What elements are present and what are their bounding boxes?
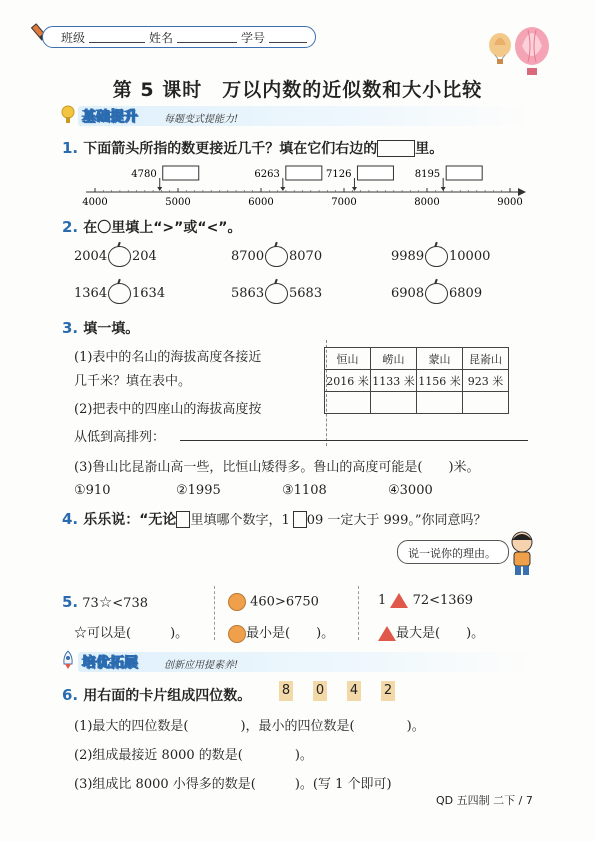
digit-card: 8 <box>279 681 293 701</box>
apple-answer-circle[interactable] <box>265 246 288 267</box>
arrow-head <box>280 187 285 191</box>
star-answer: ☆可以是( )。 <box>74 626 189 641</box>
boy-icon <box>506 530 538 580</box>
class-label: 班级 <box>61 31 86 45</box>
answer-box[interactable] <box>357 166 393 180</box>
question-text: 乐乐说：“无论 <box>83 512 177 528</box>
tick-label: 4000 <box>82 197 108 208</box>
triangle-answer-row <box>378 622 484 641</box>
page-number: QD 五四制 二下 / 7 <box>436 794 533 807</box>
digit-box[interactable] <box>293 511 307 528</box>
divider <box>358 586 360 640</box>
arrow-head <box>352 187 357 191</box>
speech-bubble <box>397 540 509 564</box>
student-info-bar <box>42 26 316 48</box>
circle-answer-row <box>228 622 334 643</box>
number-line <box>78 160 528 210</box>
arrow-head <box>441 187 446 191</box>
question-6 <box>62 685 251 705</box>
apple-answer-circle[interactable] <box>425 246 448 267</box>
question-5b <box>228 593 319 611</box>
section-subtitle: 创新应用提素养! <box>164 660 239 671</box>
option-3[interactable]: ③1108 <box>282 483 327 498</box>
question-3 <box>62 318 139 338</box>
question-text: 填一填。 <box>83 321 140 337</box>
tick-label: 7000 <box>331 197 357 208</box>
table-header: 蒙山 <box>417 348 463 370</box>
expression: 460>6750 <box>250 594 319 610</box>
question-text: 下面箭头所指的数更接近几千？填在它们右边的 <box>83 141 378 157</box>
tick-label: 6000 <box>248 197 274 208</box>
answer-cell[interactable] <box>463 392 509 414</box>
triangle-answer: 最大是( )。 <box>396 626 485 641</box>
question-4 <box>62 509 487 529</box>
orange-circle-icon <box>228 593 246 611</box>
question-text: 里填哪个数字，1 <box>190 513 290 528</box>
apple-answer-circle[interactable] <box>425 283 448 304</box>
compare-right-number: 6809 <box>449 286 483 301</box>
rocket-icon <box>60 650 76 670</box>
compare-right-number: 1634 <box>132 286 166 301</box>
compare-right-number: 204 <box>132 249 157 264</box>
compare-left-number: 6908 <box>391 286 425 301</box>
q3-part2-line2: 从低到高排列： <box>74 430 166 445</box>
triangle-icon <box>390 593 408 608</box>
tick-label: 5000 <box>165 197 191 208</box>
table-cell: 923 米 <box>463 370 509 392</box>
digit-card: 2 <box>381 681 395 701</box>
digit-card: 4 <box>347 681 361 701</box>
compare-right-number: 5683 <box>289 286 323 301</box>
q3-part1-line1: (1)表中的名山的海拔高度各接近 <box>74 350 262 365</box>
apple-answer-circle[interactable] <box>108 246 131 267</box>
section-header-advanced <box>78 652 530 672</box>
compare-right-number: 8070 <box>289 249 323 264</box>
question-2 <box>62 217 242 237</box>
section-header-basic <box>78 106 530 126</box>
trophy-icon <box>60 105 76 125</box>
table-header: 恒山 <box>325 348 371 370</box>
mountain-table <box>324 347 509 414</box>
expression: 1 <box>378 593 387 608</box>
table-cell: 1133 米 <box>371 370 417 392</box>
name-label: 姓名 <box>149 31 174 45</box>
question-number: 2. <box>62 218 79 236</box>
compare-left-number: 2004 <box>74 249 108 264</box>
apple-answer-circle[interactable] <box>265 283 288 304</box>
table-header: 昆嵛山 <box>463 348 509 370</box>
answer-cell[interactable] <box>371 392 417 414</box>
answer-box[interactable] <box>377 140 415 157</box>
section-title: 基础提升 <box>82 109 138 125</box>
compare-right-number: 10000 <box>449 249 491 264</box>
section-title: 培优拓展 <box>82 655 138 671</box>
answer-box[interactable] <box>446 166 482 180</box>
compare-left-number: 5863 <box>231 286 265 301</box>
answer-box[interactable] <box>163 166 199 180</box>
table-header: 崂山 <box>371 348 417 370</box>
answer-cell[interactable] <box>325 392 371 414</box>
question-text: 用右面的卡片组成四位数。 <box>83 688 252 704</box>
compare-left-number: 1364 <box>74 286 108 301</box>
section-subtitle: 每题变式提能力! <box>164 114 239 125</box>
answer-line[interactable] <box>180 440 528 441</box>
compare-left-number: 8700 <box>231 249 265 264</box>
arrow-value: 8195 <box>414 169 441 180</box>
q3-part3: (3)鲁山比昆嵛山高一些，比恒山矮得多。鲁山的高度可能是( )米。 <box>74 460 480 475</box>
tick-label: 9000 <box>497 197 523 208</box>
table-cell: 1156 米 <box>417 370 463 392</box>
question-5c <box>378 593 473 608</box>
question-number: 1. <box>62 139 79 157</box>
student-id-label: 学号 <box>241 31 266 45</box>
q6-part1: (1)最大的四位数是( )，最小的四位数是( )。 <box>74 719 425 734</box>
question-number: 3. <box>62 319 79 337</box>
option-2[interactable]: ②1995 <box>176 483 221 498</box>
table-cell: 2016 米 <box>325 370 371 392</box>
option-1[interactable]: ①910 <box>74 483 111 498</box>
tick-label: 8000 <box>414 197 440 208</box>
answer-box[interactable] <box>286 166 322 180</box>
orange-circle-icon <box>228 625 246 643</box>
answer-cell[interactable] <box>417 392 463 414</box>
question-number: 4. <box>62 510 79 528</box>
question-1 <box>62 138 443 158</box>
question-text: 在〇里填上“>”或“<”。 <box>83 220 242 236</box>
bubble-text: 说一说你的理由。 <box>408 547 496 560</box>
digit-box[interactable] <box>176 511 190 528</box>
digit-card: 0 <box>313 681 327 701</box>
circle-answer: 最小是( )。 <box>246 626 335 641</box>
q6-part3: (3)组成比 8000 小得多的数是( )。(写 1 个即可) <box>74 777 392 792</box>
expression: <738 <box>112 596 148 611</box>
arrow-value: 7126 <box>326 169 352 180</box>
question-number: 6. <box>62 686 79 704</box>
arrow-value: 4780 <box>131 169 157 180</box>
q3-part2-line1: (2)把表中的四座山的海拔高度按 <box>74 402 262 417</box>
q6-part2: (2)组成最接近 8000 的数是( )。 <box>74 748 313 763</box>
q3-part1-line2: 几千米？填在表中。 <box>74 374 192 389</box>
arrow-value: 6263 <box>254 169 280 180</box>
question-5a <box>62 593 148 611</box>
question-text: 09 一定大于 999。”你同意吗？ <box>306 513 487 528</box>
expression: 73 <box>82 596 99 611</box>
question-text-end: 里。 <box>415 141 444 157</box>
compare-left-number: 9989 <box>391 249 425 264</box>
triangle-icon <box>378 626 396 641</box>
page-title: 第 5 课时 万以内数的近似数和大小比较 <box>112 79 483 101</box>
divider <box>214 586 216 640</box>
apple-answer-circle[interactable] <box>108 283 131 304</box>
expression: 72<1369 <box>412 593 474 608</box>
star-icon: ☆ <box>98 593 113 611</box>
question-number: 5. <box>62 593 79 611</box>
option-4[interactable]: ④3000 <box>388 483 433 498</box>
